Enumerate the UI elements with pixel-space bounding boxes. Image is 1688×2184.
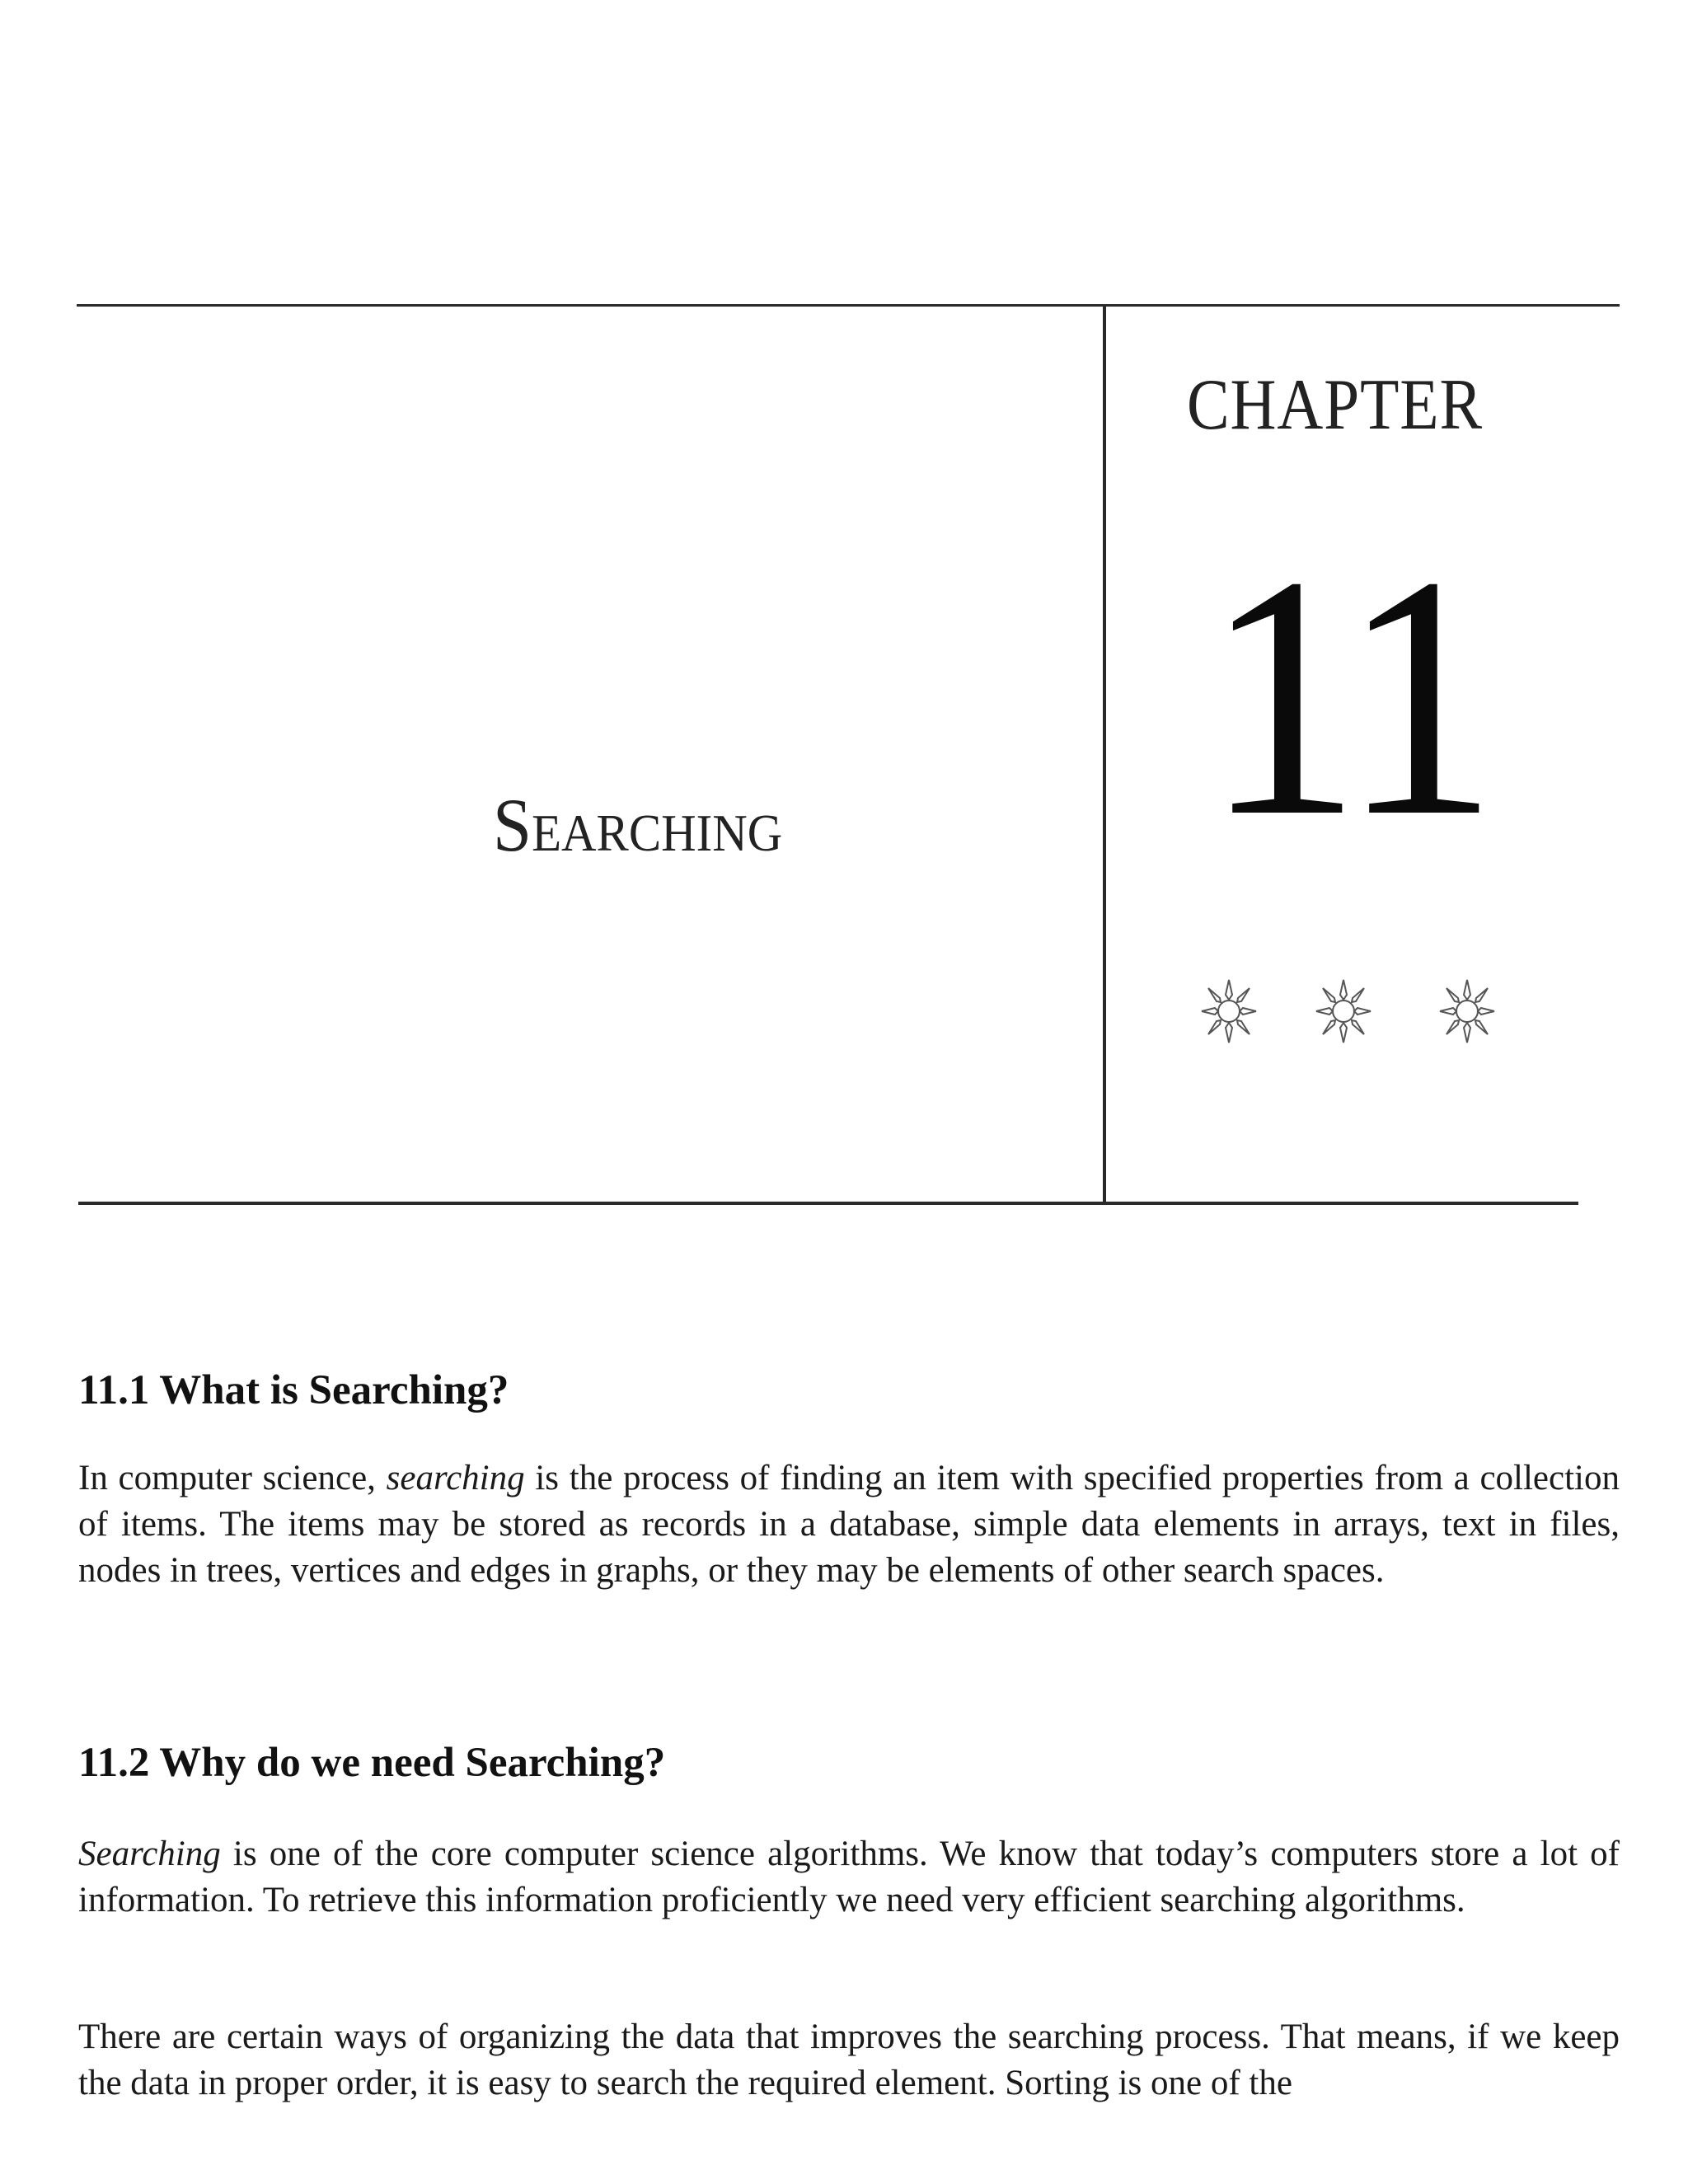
section-heading-what-is-searching: 11.1 What is Searching? <box>78 1367 509 1413</box>
paragraph-text: In computer science, <box>78 1459 387 1497</box>
section-paragraph <box>78 1831 1620 1924</box>
paragraph-text: is one of the core computer science algorithms. We know that today’s computers store a lot of information. To retrieve this information proficiently we need very efficient searching algorithms. <box>78 1835 1620 1919</box>
sun-ornament-icon <box>1438 977 1496 1046</box>
chapter-title: Searching <box>493 783 783 867</box>
section-paragraph: There are certain ways of organizing the data that improves the searching process. That means, if we keep the data in proper order, it is easy to search the required element. Sorting is one of the <box>78 2018 1620 2102</box>
paragraph-text: is the process of finding an item with specified properties from a collection of items. The items may be stored as records in a database, simple data elements in arrays, text in files, nodes in trees, vertices and edges in graphs, or they may be elements of other search spaces. <box>78 1459 1620 1590</box>
chapter-divider-rule <box>1103 304 1106 1205</box>
section-paragraph <box>78 1455 1620 1594</box>
sun-ornament-icon <box>1315 977 1372 1046</box>
sun-ornament-icon <box>1200 977 1258 1046</box>
section-heading-why-need-searching: 11.2 Why do we need Searching? <box>78 1740 666 1786</box>
chapter-top-rule <box>77 304 1620 307</box>
paragraph-emphasis: Searching <box>78 1835 221 1873</box>
chapter-number: 11 <box>1205 504 1490 888</box>
paragraph-emphasis: searching <box>386 1459 525 1497</box>
chapter-label: CHAPTER <box>1187 365 1483 445</box>
chapter-bottom-rule <box>78 1202 1578 1205</box>
